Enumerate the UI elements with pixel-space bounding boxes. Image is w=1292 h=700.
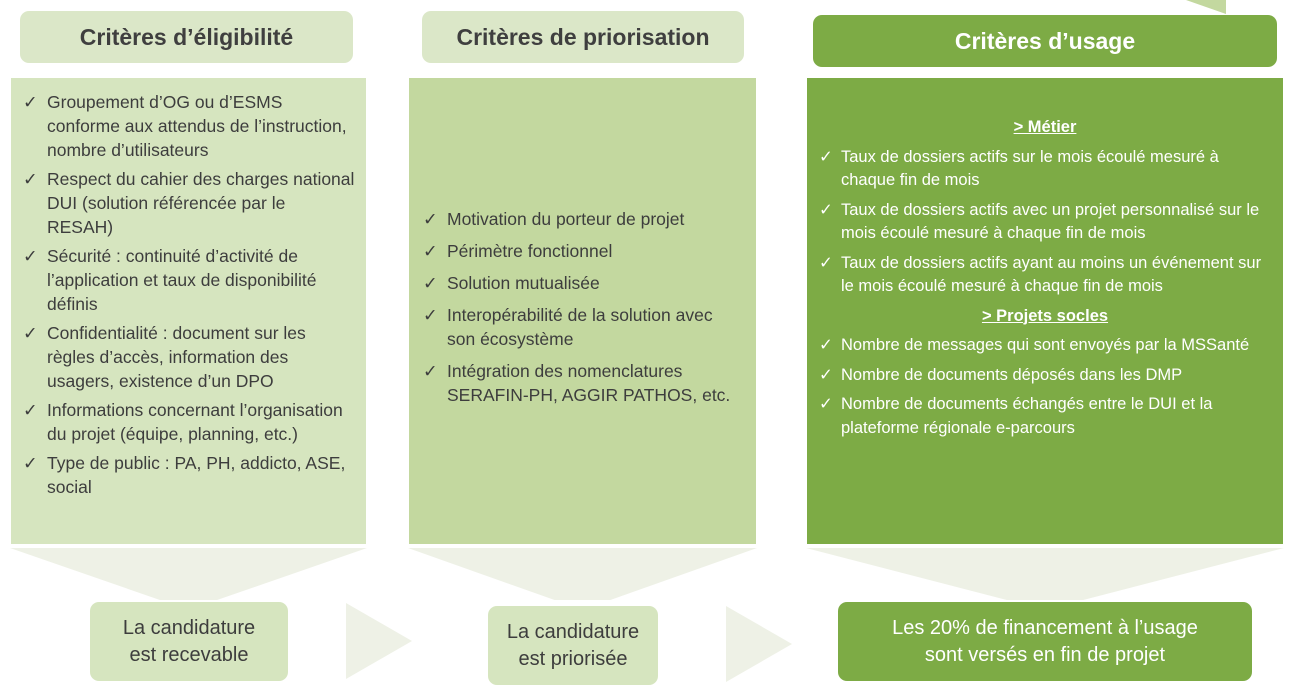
list-item: ✓ Sécurité : continuité d’activité de l’application et taux de disponibilité définis bbox=[23, 246, 317, 314]
check-icon: ✓ bbox=[819, 365, 833, 384]
outcome-recevable-line2: est recevable bbox=[129, 643, 249, 666]
eligibilite-list bbox=[23, 90, 356, 499]
list-item: ✓ Nombre de messages qui sont envoyés par la MSSanté bbox=[819, 334, 1271, 358]
header-priorisation bbox=[422, 11, 744, 63]
list-item: ✓ Taux de dossiers actifs sur le mois écoulé mesuré à chaque fin de mois bbox=[819, 147, 1219, 189]
outcome-priorisee bbox=[488, 606, 658, 685]
check-icon: ✓ bbox=[23, 92, 38, 112]
list-item: ✓ Nombre de documents échangés entre le DUI et la plateforme régionale e-parcours bbox=[819, 395, 1213, 437]
panel-eligibilite bbox=[10, 77, 367, 545]
check-icon: ✓ bbox=[819, 147, 833, 166]
metier-subheading: > Métier bbox=[1013, 118, 1077, 136]
list-item: ✓ Interopérabilité de la solution avec son écosystème bbox=[423, 305, 713, 349]
funnel-usage bbox=[806, 548, 1284, 600]
list-item: ✓ Groupement d’OG ou d’ESMS conforme aux attendus de l’instruction, nombre d’utilisateurs bbox=[23, 92, 347, 160]
header-priorisation-label: Critères de priorisation bbox=[456, 23, 710, 50]
list-item: ✓ Respect du cahier des charges national DUI (solution référencée par le RESAH) bbox=[23, 169, 355, 237]
corner-decoration bbox=[1186, 0, 1226, 14]
outcome-recevable-line1: La candidature bbox=[122, 616, 256, 639]
check-icon: ✓ bbox=[23, 246, 38, 266]
list-item: ✓ Informations concernant l’organisation du projet (équipe, planning, etc.) bbox=[23, 400, 343, 444]
arrow-right-1 bbox=[346, 603, 412, 679]
header-eligibilite bbox=[20, 11, 353, 63]
check-icon: ✓ bbox=[423, 209, 438, 229]
check-icon: ✓ bbox=[23, 453, 38, 473]
outcome-verses bbox=[838, 602, 1252, 681]
outcome-priorisee-line2: est priorisée bbox=[518, 647, 628, 670]
check-icon: ✓ bbox=[423, 273, 438, 293]
metier-list bbox=[819, 146, 1271, 299]
check-icon: ✓ bbox=[819, 253, 833, 272]
check-icon: ✓ bbox=[819, 395, 833, 413]
header-usage bbox=[813, 15, 1277, 67]
check-icon: ✓ bbox=[423, 241, 438, 261]
arrow-right-2 bbox=[726, 606, 792, 682]
outcome-verses-line2: sont versés en fin de projet bbox=[924, 643, 1166, 666]
list-item: ✓ Confidentialité : document sur les règles d’accès, information des usagers, existence d’un DPO bbox=[23, 323, 306, 391]
socles-list bbox=[819, 334, 1271, 440]
list-item: ✓ Nombre de documents déposés dans les DMP bbox=[819, 364, 1271, 388]
check-icon: ✓ bbox=[23, 169, 38, 189]
check-icon: ✓ bbox=[423, 305, 438, 325]
list-item: ✓ Périmètre fonctionnel bbox=[423, 241, 613, 261]
outcome-recevable bbox=[90, 602, 288, 681]
outcome-priorisee-line1: La candidature bbox=[506, 620, 640, 643]
list-item: ✓ Taux de dossiers actifs avec un projet personnalisé sur le mois écoulé mesuré à chaque fin de mois bbox=[819, 200, 1260, 242]
list-item: ✓ Solution mutualisée bbox=[423, 273, 600, 293]
funnel-eligibilite bbox=[10, 548, 367, 600]
check-icon: ✓ bbox=[819, 336, 833, 354]
socles-subheading: > Projets socles bbox=[981, 306, 1109, 325]
check-icon: ✓ bbox=[23, 400, 38, 420]
outcome-verses-line1: Les 20% de financement à l’usage bbox=[892, 616, 1198, 639]
list-item: ✓ Type de public : PA, PH, addicto, ASE, social bbox=[23, 453, 346, 497]
header-eligibilite-label: Critères d’éligibilité bbox=[79, 23, 294, 50]
list-item: ✓ Motivation du porteur de projet bbox=[423, 209, 685, 229]
check-icon: ✓ bbox=[819, 200, 833, 219]
header-usage-label: Critères d’usage bbox=[954, 27, 1136, 54]
check-icon: ✓ bbox=[423, 361, 438, 381]
priorisation-list bbox=[423, 207, 744, 415]
check-icon: ✓ bbox=[23, 323, 38, 343]
panel-usage bbox=[806, 77, 1284, 545]
list-item: ✓ Intégration des nomenclatures SERAFIN-PH, AGGIR PATHOS, etc. bbox=[423, 361, 731, 405]
panel-priorisation bbox=[408, 77, 757, 545]
funnel-priorisation bbox=[408, 548, 757, 600]
list-item: ✓ Taux de dossiers actifs ayant au moins un événement sur le mois écoulé mesuré à chaque fin de mois bbox=[819, 253, 1262, 295]
